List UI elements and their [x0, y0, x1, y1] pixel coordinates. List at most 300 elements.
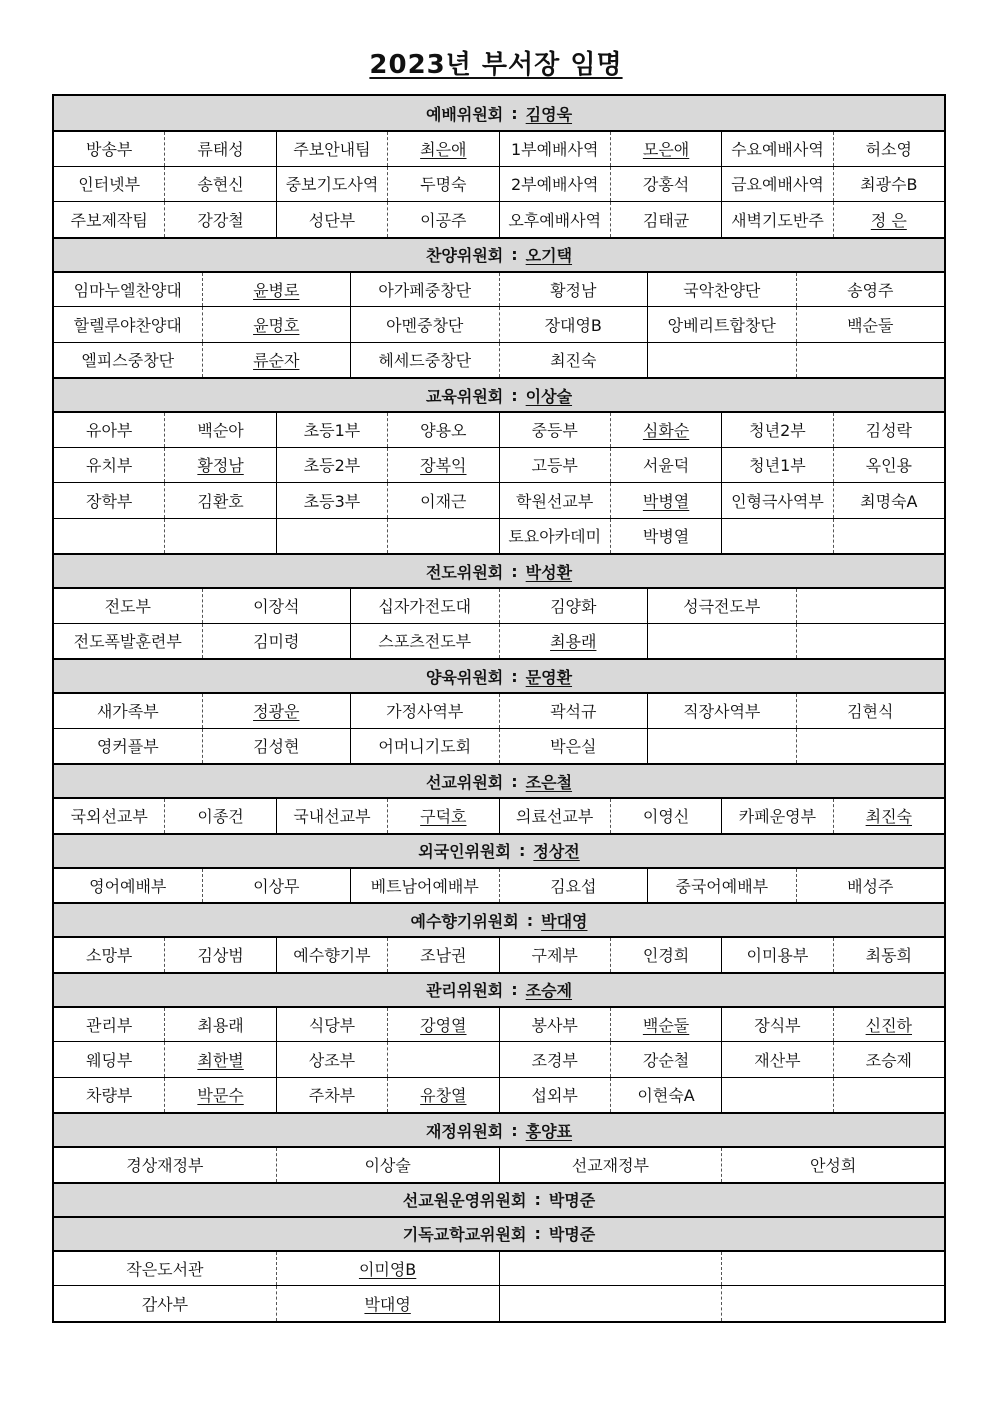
table-row: [54, 447, 944, 483]
leader-cell: [387, 938, 498, 972]
leader-name: 허소영: [865, 140, 912, 160]
department-cell: [276, 1042, 387, 1077]
leader-name: 심화순: [642, 421, 690, 441]
department-name: 작은도서관: [126, 1259, 204, 1279]
leader-name: 양용오: [420, 421, 467, 441]
leader-cell: [164, 483, 275, 518]
department-name: 2부예배사역: [510, 175, 599, 195]
leader-cell: [833, 448, 944, 483]
leader-cell: [164, 448, 275, 483]
department-cell: [721, 448, 832, 483]
department-name: 새벽기도반주: [731, 210, 824, 230]
department-cell: [499, 1042, 610, 1077]
department-name: 전도폭발훈련부: [73, 632, 182, 652]
leader-name: 구덕호: [420, 807, 467, 827]
leader-name: 이재근: [420, 491, 467, 511]
committee-chair: 박대영: [541, 911, 588, 931]
department-cell: [499, 167, 610, 202]
leader-cell: [833, 519, 944, 554]
department-cell: [54, 799, 164, 833]
leader-name: 배성주: [847, 876, 894, 896]
leader-cell: [796, 343, 945, 378]
department-cell: [54, 343, 202, 378]
leader-cell: [796, 624, 945, 659]
leader-cell: [276, 1286, 499, 1321]
department-cell: [54, 869, 202, 903]
committee-header: [54, 96, 944, 130]
header-separator: :: [511, 385, 518, 405]
department-cell: [276, 167, 387, 202]
leader-name: 황정남: [550, 280, 597, 300]
department-cell: [54, 273, 202, 307]
table-row: [54, 936, 944, 972]
leader-name: 박은실: [550, 737, 597, 757]
department-cell: [54, 483, 164, 518]
committee-header: [54, 902, 944, 936]
committee-header: [54, 553, 944, 587]
department-cell: [721, 1008, 832, 1042]
committee-chair: 정상전: [533, 842, 580, 861]
leader-name: 류순자: [253, 351, 300, 371]
department-name: 카페운영부: [738, 807, 817, 827]
leader-cell: [499, 694, 648, 728]
leader-name: 김성락: [865, 421, 912, 441]
table-row: [54, 482, 944, 518]
department-name: 인터넷부: [78, 175, 141, 195]
leader-cell: [610, 519, 721, 554]
leader-cell: [164, 167, 275, 202]
department-name: 소망부: [86, 946, 133, 966]
leader-cell: [387, 132, 498, 166]
department-cell: [647, 624, 796, 659]
leader-name: 이종건: [197, 807, 244, 827]
department-cell: [499, 1078, 610, 1113]
table-row: [54, 271, 944, 307]
page-title: 2023년 부서장 임명: [369, 50, 623, 80]
department-cell: [276, 413, 387, 447]
leader-cell: [610, 938, 721, 972]
leader-name: 이영신: [642, 807, 690, 827]
committee-chair: 이상술: [525, 386, 573, 406]
department-name: 아멘중창단: [386, 315, 464, 335]
leader-cell: [164, 938, 275, 972]
department-cell: [54, 694, 202, 728]
department-cell: [350, 307, 499, 342]
leader-cell: [164, 1042, 275, 1077]
department-cell: [499, 448, 610, 483]
leader-name: 최용래: [550, 632, 597, 652]
department-name: 전도부: [104, 597, 151, 617]
department-cell: [499, 413, 610, 447]
table-row: [54, 728, 944, 764]
department-cell: [54, 589, 202, 623]
leader-name: 김태균: [642, 210, 690, 230]
leader-cell: [721, 1286, 944, 1321]
department-name: 주보안내팀: [293, 140, 371, 160]
department-cell: [54, 448, 164, 483]
department-cell: [721, 202, 832, 237]
leader-cell: [387, 167, 498, 202]
department-cell: [350, 869, 499, 903]
committee-name: 기독교학교위원회: [402, 1225, 527, 1244]
department-name: 영어예배부: [89, 876, 167, 896]
leader-name: 송영주: [847, 280, 894, 300]
leader-name: 송현신: [197, 175, 244, 195]
committee-chair: 박성환: [525, 562, 573, 582]
leader-cell: [387, 799, 498, 833]
leader-cell: [499, 273, 648, 307]
leader-name: 김환호: [197, 491, 244, 511]
department-name: 엘피스중창단: [81, 351, 175, 371]
leader-cell: [721, 1148, 944, 1182]
header-separator: :: [534, 1190, 541, 1209]
leader-cell: [610, 132, 721, 166]
department-name: 직장사역부: [683, 702, 761, 722]
leader-name: 최명숙A: [860, 491, 918, 511]
department-name: 웨딩부: [86, 1050, 133, 1070]
department-name: 토요아카데미: [508, 527, 602, 547]
department-cell: [276, 448, 387, 483]
department-cell: [721, 132, 832, 166]
leader-cell: [276, 1148, 499, 1182]
committee-name: 교육위원회: [425, 386, 504, 406]
leader-name: 김현식: [847, 702, 894, 722]
committee-name: 재정위원회: [425, 1121, 504, 1141]
leader-cell: [610, 1008, 721, 1042]
leader-name: 류태성: [197, 140, 244, 160]
leader-cell: [833, 483, 944, 518]
committee-chair: 박명준: [548, 1225, 596, 1244]
leader-cell: [796, 273, 945, 307]
table-row: [54, 797, 944, 833]
leader-name: 최은애: [420, 140, 467, 160]
leader-cell: [202, 273, 351, 307]
leader-cell: [202, 624, 351, 659]
department-cell: [54, 1252, 276, 1286]
department-name: 성극전도부: [683, 597, 761, 617]
department-cell: [54, 307, 202, 342]
header-separator: :: [511, 245, 518, 264]
department-name: 장학부: [86, 491, 133, 511]
table-row: [54, 166, 944, 202]
committee-name: 전도위원회: [425, 562, 504, 582]
table-row: [54, 342, 944, 378]
table-row: [54, 1041, 944, 1077]
department-cell: [647, 694, 796, 728]
committee-name: 양육위원회: [425, 667, 504, 687]
leader-name: 박병열: [642, 491, 690, 511]
leader-name: 모은애: [642, 140, 690, 160]
table-row: [54, 692, 944, 728]
leader-name: 김상범: [197, 946, 244, 966]
leader-name: 이미영B: [358, 1259, 417, 1279]
leader-cell: [796, 307, 945, 342]
appointment-roster-table: [52, 94, 946, 1323]
leader-cell: [202, 343, 351, 378]
leader-cell: [387, 448, 498, 483]
leader-cell: [164, 1008, 275, 1042]
department-cell: [276, 483, 387, 518]
department-name: 할렐루야찬양대: [73, 315, 182, 335]
leader-cell: [499, 729, 648, 764]
leader-cell: [276, 1252, 499, 1286]
committee-header: [54, 237, 944, 271]
department-cell: [54, 1042, 164, 1077]
leader-name: 강순철: [642, 1050, 690, 1070]
department-name: 차량부: [86, 1086, 133, 1106]
committee-chair: 김영욱: [525, 104, 573, 124]
leader-name: 백순아: [197, 421, 244, 441]
leader-name: 장대영B: [544, 315, 602, 335]
department-cell: [54, 132, 164, 166]
department-cell: [647, 307, 796, 342]
department-cell: [54, 202, 164, 237]
leader-cell: [499, 589, 648, 623]
department-name: 청년2부: [749, 421, 806, 441]
table-row: [54, 1146, 944, 1182]
leader-name: 윤명호: [253, 315, 300, 335]
leader-name: 최한별: [197, 1050, 244, 1070]
department-cell: [54, 1078, 164, 1113]
leader-cell: [610, 483, 721, 518]
committee-chair: 문영환: [525, 667, 573, 687]
leader-name: 안성희: [809, 1156, 857, 1176]
committee-header: [54, 1112, 944, 1146]
department-name: 봉사부: [531, 1015, 578, 1035]
department-name: 오후예배사역: [508, 210, 602, 230]
leader-name: 강홍석: [642, 175, 690, 195]
department-name: 의료선교부: [516, 807, 594, 827]
department-cell: [721, 938, 832, 972]
leader-name: 백순둘: [847, 315, 894, 335]
department-name: 재산부: [754, 1050, 801, 1070]
committee-header: [54, 972, 944, 1006]
department-cell: [499, 1286, 722, 1321]
leader-name: 김미령: [253, 632, 300, 652]
department-name: 구제부: [531, 946, 578, 966]
leader-name: 곽석규: [550, 702, 597, 722]
department-cell: [350, 589, 499, 623]
table-row: [54, 130, 944, 166]
department-cell: [350, 273, 499, 307]
department-cell: [350, 729, 499, 764]
department-name: 주차부: [308, 1086, 356, 1106]
department-cell: [276, 202, 387, 237]
department-name: 유아부: [86, 421, 133, 441]
department-name: 국외선교부: [70, 807, 148, 827]
leader-cell: [202, 729, 351, 764]
table-row: [54, 587, 944, 623]
leader-name: 이공주: [420, 210, 467, 230]
leader-name: 장복익: [420, 456, 467, 476]
table-row: [54, 518, 944, 554]
department-name: 식당부: [308, 1015, 356, 1035]
department-cell: [276, 519, 387, 554]
department-cell: [54, 938, 164, 972]
leader-name: 정 은: [870, 210, 907, 230]
table-row: [54, 623, 944, 659]
leader-cell: [202, 307, 351, 342]
leader-name: 윤병로: [253, 280, 300, 300]
committee-header: [54, 658, 944, 692]
department-name: 국내선교부: [293, 807, 371, 827]
leader-name: 김요섭: [550, 876, 597, 896]
department-cell: [721, 167, 832, 202]
department-name: 중국어예배부: [675, 876, 769, 896]
department-cell: [499, 938, 610, 972]
committee-chair: 박명준: [548, 1191, 596, 1210]
leader-cell: [833, 202, 944, 237]
department-cell: [721, 413, 832, 447]
leader-name: 박문수: [197, 1086, 244, 1106]
leader-name: 서윤덕: [642, 456, 690, 476]
department-cell: [499, 799, 610, 833]
leader-cell: [164, 202, 275, 237]
department-cell: [499, 1148, 722, 1182]
table-row: [54, 1285, 944, 1321]
department-cell: [276, 799, 387, 833]
leader-cell: [387, 483, 498, 518]
department-name: 청년1부: [749, 456, 806, 476]
department-cell: [350, 343, 499, 378]
department-name: 중등부: [531, 421, 578, 441]
leader-name: 조남권: [420, 946, 467, 966]
department-cell: [499, 202, 610, 237]
leader-name: 조승제: [865, 1050, 912, 1070]
department-cell: [499, 132, 610, 166]
department-cell: [54, 1148, 276, 1182]
department-cell: [499, 1252, 722, 1286]
leader-cell: [833, 132, 944, 166]
committee-header: [54, 763, 944, 797]
department-name: 초등1부: [303, 421, 361, 441]
department-cell: [276, 938, 387, 972]
department-name: 초등2부: [303, 456, 361, 476]
committee-chair: 조은철: [525, 772, 573, 792]
leader-cell: [833, 938, 944, 972]
department-name: 임마누엘찬양대: [73, 280, 182, 300]
department-cell: [350, 624, 499, 659]
department-name: 주보제작팀: [70, 210, 148, 230]
leader-cell: [164, 519, 275, 554]
leader-cell: [796, 869, 945, 903]
leader-name: 김양화: [550, 597, 597, 617]
leader-cell: [833, 1078, 944, 1113]
leader-name: 정광운: [253, 702, 300, 722]
leader-cell: [202, 869, 351, 903]
leader-name: 박병열: [642, 527, 690, 547]
committee-name: 예배위원회: [425, 104, 504, 124]
leader-cell: [387, 1008, 498, 1042]
department-name: 헤세드중창단: [378, 351, 472, 371]
department-name: 관리부: [86, 1015, 133, 1035]
department-name: 상조부: [308, 1050, 356, 1070]
department-cell: [276, 1078, 387, 1113]
leader-name: 이상술: [364, 1156, 411, 1176]
department-name: 스포츠전도부: [378, 632, 472, 652]
leader-cell: [610, 799, 721, 833]
department-name: 초등3부: [303, 491, 361, 511]
department-name: 중보기도사역: [285, 175, 379, 195]
committee-name: 찬양위원회: [425, 246, 504, 265]
header-separator: :: [511, 103, 518, 123]
department-name: 영커플부: [96, 737, 159, 757]
leader-cell: [164, 799, 275, 833]
department-cell: [721, 799, 832, 833]
department-name: 섭외부: [531, 1086, 578, 1106]
table-row: [54, 306, 944, 342]
department-cell: [499, 519, 610, 554]
department-name: 성단부: [308, 210, 356, 230]
department-cell: [276, 132, 387, 166]
leader-cell: [796, 694, 945, 728]
department-cell: [54, 1286, 276, 1321]
leader-name: 강강철: [197, 210, 244, 230]
department-name: 가정사역부: [386, 702, 464, 722]
department-name: 십자가전도대: [378, 597, 472, 617]
header-separator: :: [511, 561, 518, 581]
committee-header: [54, 1182, 944, 1216]
leader-cell: [796, 729, 945, 764]
committee-name: 관리위원회: [425, 981, 504, 1000]
leader-name: 최용래: [197, 1015, 244, 1035]
department-name: 인형극사역부: [731, 491, 824, 511]
committee-chair: 오기택: [525, 246, 573, 265]
committee-header: [54, 1216, 944, 1250]
leader-name: 이장석: [253, 597, 300, 617]
department-name: 국악찬양단: [683, 280, 761, 300]
department-cell: [647, 869, 796, 903]
leader-name: 옥인용: [865, 456, 912, 476]
leader-cell: [610, 1078, 721, 1113]
department-name: 앙베리트합창단: [667, 315, 776, 335]
leader-name: 신진하: [865, 1015, 912, 1035]
department-cell: [647, 729, 796, 764]
leader-cell: [387, 1078, 498, 1113]
leader-cell: [499, 869, 648, 903]
leader-cell: [833, 1008, 944, 1042]
department-cell: [721, 1078, 832, 1113]
leader-name: 최진숙: [865, 807, 912, 827]
leader-name: 이상무: [253, 876, 300, 896]
department-name: 어머니기도회: [378, 737, 472, 757]
header-separator: :: [534, 1224, 541, 1243]
department-cell: [721, 1042, 832, 1077]
department-name: 금요예배사역: [731, 175, 824, 195]
leader-name: 박대영: [364, 1294, 411, 1314]
department-cell: [350, 694, 499, 728]
department-cell: [721, 519, 832, 554]
leader-cell: [202, 589, 351, 623]
department-name: 선교재정부: [571, 1156, 650, 1176]
leader-name: 강영열: [420, 1015, 467, 1035]
leader-name: 김성현: [253, 737, 300, 757]
leader-cell: [833, 799, 944, 833]
leader-cell: [833, 413, 944, 447]
committee-name: 선교위원회: [425, 772, 504, 792]
department-cell: [721, 483, 832, 518]
header-separator: :: [518, 841, 526, 860]
header-separator: :: [511, 1120, 518, 1140]
committee-chair: 홍양표: [525, 1121, 573, 1141]
leader-cell: [387, 202, 498, 237]
department-name: 학원선교부: [516, 491, 594, 511]
leader-name: 두명숙: [420, 175, 467, 195]
department-name: 방송부: [86, 140, 133, 160]
table-row: [54, 1250, 944, 1286]
table-row: [54, 1077, 944, 1113]
committee-header: [54, 833, 944, 867]
